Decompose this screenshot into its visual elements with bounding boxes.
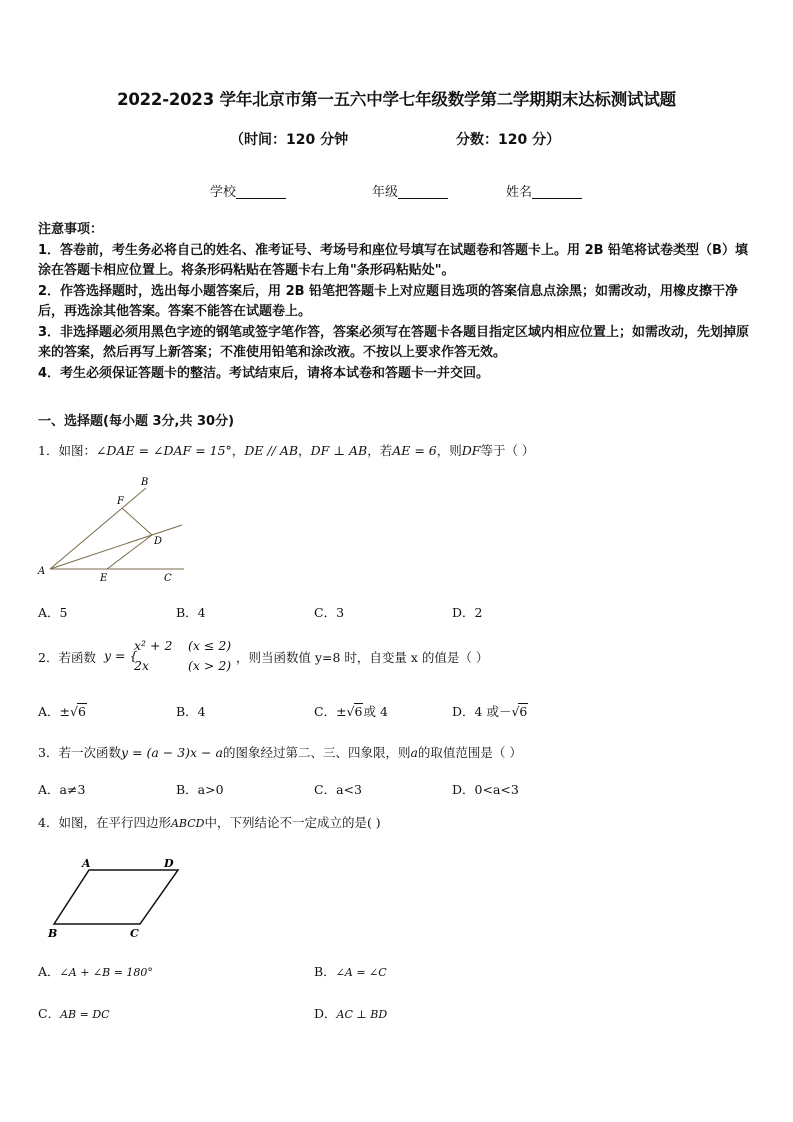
q4-d-text: AC ⊥ BD (336, 1008, 388, 1021)
label-b: B (141, 477, 149, 488)
label-c: C (164, 573, 172, 584)
school-blank (236, 184, 286, 199)
q1-figure (34, 474, 194, 586)
label-a: A (82, 857, 91, 870)
label-f: F (117, 496, 124, 507)
q3-end: 的取值范围是（ ） (417, 745, 522, 760)
q1-df: DF (461, 443, 481, 458)
label-d: D (164, 857, 174, 870)
notice-block (38, 220, 760, 384)
q1-comma: ， (231, 443, 245, 458)
question-3 (38, 743, 522, 761)
q2-d-radicand: 6 (519, 704, 528, 719)
grade-label: 年级 (372, 185, 399, 200)
q4-option-c (38, 1004, 110, 1022)
q2-piecewise (134, 636, 231, 676)
q4-a-label: A． (38, 964, 60, 979)
q4-b-text: ∠A = ∠C (335, 966, 387, 979)
q4-abcd: ABCD (170, 817, 205, 830)
q4-end: 中，下列结论不一定成立的是( ) (204, 815, 381, 830)
q4-figure (44, 854, 184, 944)
q2-case1-cond: (x ≤ 2) (188, 638, 232, 653)
q1-cond4: AE = 6 (392, 443, 437, 458)
q1-tail: ，则 (436, 443, 462, 458)
q1-cond2: DE // AB (244, 443, 299, 458)
q4-prefix: 4．如图，在平行四边形 (38, 815, 171, 830)
q2-d-label: D．4 或－ (452, 704, 512, 719)
question-1 (38, 441, 534, 459)
exam-time: （时间：120 分钟 (230, 132, 349, 148)
q1-option-c: C．3 (314, 605, 345, 620)
q2-option-d: D．4 或－√6 (452, 704, 528, 719)
q2-a-radicand: 6 (77, 704, 86, 719)
name-field (506, 181, 582, 200)
notice-item: 1．答卷前，考生务必将自己的姓名、准考证号、考场号和座位号填写在试题卷和答题卡上。用 2B 铅笔将试卷类型（B）填涂在答题卡相应位置上。将条形码粘贴在答题卡右上角"条形码粘贴处"。 (38, 242, 748, 278)
q2-option-b: B．4 (176, 704, 206, 719)
q3-option-d: D．0<a<3 (452, 782, 519, 797)
q2-prefix: 2．若函数 (38, 650, 96, 665)
q2-case-1 (134, 636, 231, 656)
q2-option-c: C．±√6或 4 (314, 704, 388, 719)
notice-heading: 注意事项： (38, 222, 104, 237)
q4-option-b (314, 962, 387, 980)
q2-c-radicand: 6 (354, 704, 363, 719)
q2-case1-expr: x² + 2 (134, 638, 173, 653)
q1-option-b: B．4 (176, 605, 206, 620)
q1-cond1: ∠DAE = ∠DAF = 15° (95, 443, 232, 458)
q2-case-2 (134, 656, 231, 676)
q1-option-a: A．5 (38, 605, 68, 620)
q2-case2-cond: (x > 2) (188, 658, 232, 673)
q3-option-c: C．a<3 (314, 782, 362, 797)
q1-prefix: 1．如图： (38, 443, 96, 458)
q4-a-text: ∠A + ∠B = 180° (59, 966, 153, 979)
q2-text: ，则当函数值 y=8 时，自变量 x 的值是（ ） (236, 650, 489, 665)
label-e: E (100, 573, 108, 584)
school-field (210, 181, 286, 200)
line-ab (50, 488, 146, 569)
q1-end: 等于（ ） (480, 443, 535, 458)
q4-d-label: D． (314, 1006, 337, 1021)
q2-y: y = { (104, 648, 138, 663)
notice-item: 3．非选择题必须用黑色字迹的钢笔或签字笔作答，答案必须写在答题卡各题目指定区域内相应位置上；如需改动，先划掉原来的答案，然后再写上新答案；不准使用铅笔和涂改液。不按以上要求作答无效。 (38, 324, 750, 360)
label-a: A (38, 566, 46, 577)
q4-c-label: C． (38, 1006, 61, 1021)
q1-cond3: DF ⊥ AB (310, 443, 368, 458)
name-blank (532, 184, 582, 199)
parallelogram (54, 870, 178, 924)
label-b: B (48, 927, 58, 940)
q2-option-a: A．±√6 (38, 704, 86, 719)
q2-c-tail: 或 4 (363, 704, 388, 719)
section-title: 一、选择题(每小题 3分,共 30分) (38, 414, 235, 429)
q4-b-label: B． (314, 964, 336, 979)
q3-var: a (410, 745, 418, 760)
q2-case2-expr: 2x (134, 658, 150, 673)
notice-item: 4．考生必须保证答题卡的整洁。考试结束后，请将本试卷和答题卡一并交回。 (38, 365, 490, 381)
q3-option-b: B．a>0 (176, 782, 224, 797)
q3-expr: y = (a − 3)x − a (120, 745, 223, 760)
q4-option-a (38, 962, 153, 980)
exam-score: 分数：120 分） (456, 132, 561, 148)
grade-field (372, 181, 448, 200)
q1-mid: ，若 (367, 443, 393, 458)
page-title: 2022-2023 学年北京市第一五六中学七年级数学第二学期期末达标测试试题 (117, 90, 676, 109)
q1-option-d: D．2 (452, 605, 483, 620)
grade-blank (398, 184, 448, 199)
school-label: 学校 (210, 185, 237, 200)
notice-item: 2．作答选择题时，选出每小题答案后，用 2B 铅笔把答题卡上对应题目选项的答案信息点涂黑；如需改动，用橡皮擦干净后，再选涂其他答案。答案不能答在试题卷上。 (38, 283, 739, 319)
q4-option-d (314, 1004, 387, 1022)
line-ed (107, 535, 152, 569)
label-d: D (154, 536, 163, 547)
name-label: 姓名 (506, 185, 533, 200)
question-4 (38, 813, 381, 831)
q2-a-label: A．± (38, 704, 71, 719)
q1-comma: ， (298, 443, 311, 458)
q3-mid: 的图象经过第二、三、四象限，则 (222, 745, 411, 760)
label-c: C (130, 927, 139, 940)
q3-option-a: A．a≠3 (38, 782, 86, 797)
q4-c-text: AB = DC (60, 1008, 110, 1021)
line-fd (122, 508, 152, 535)
q2-c-label: C．± (314, 704, 347, 719)
q3-prefix: 3．若一次函数 (38, 745, 121, 760)
